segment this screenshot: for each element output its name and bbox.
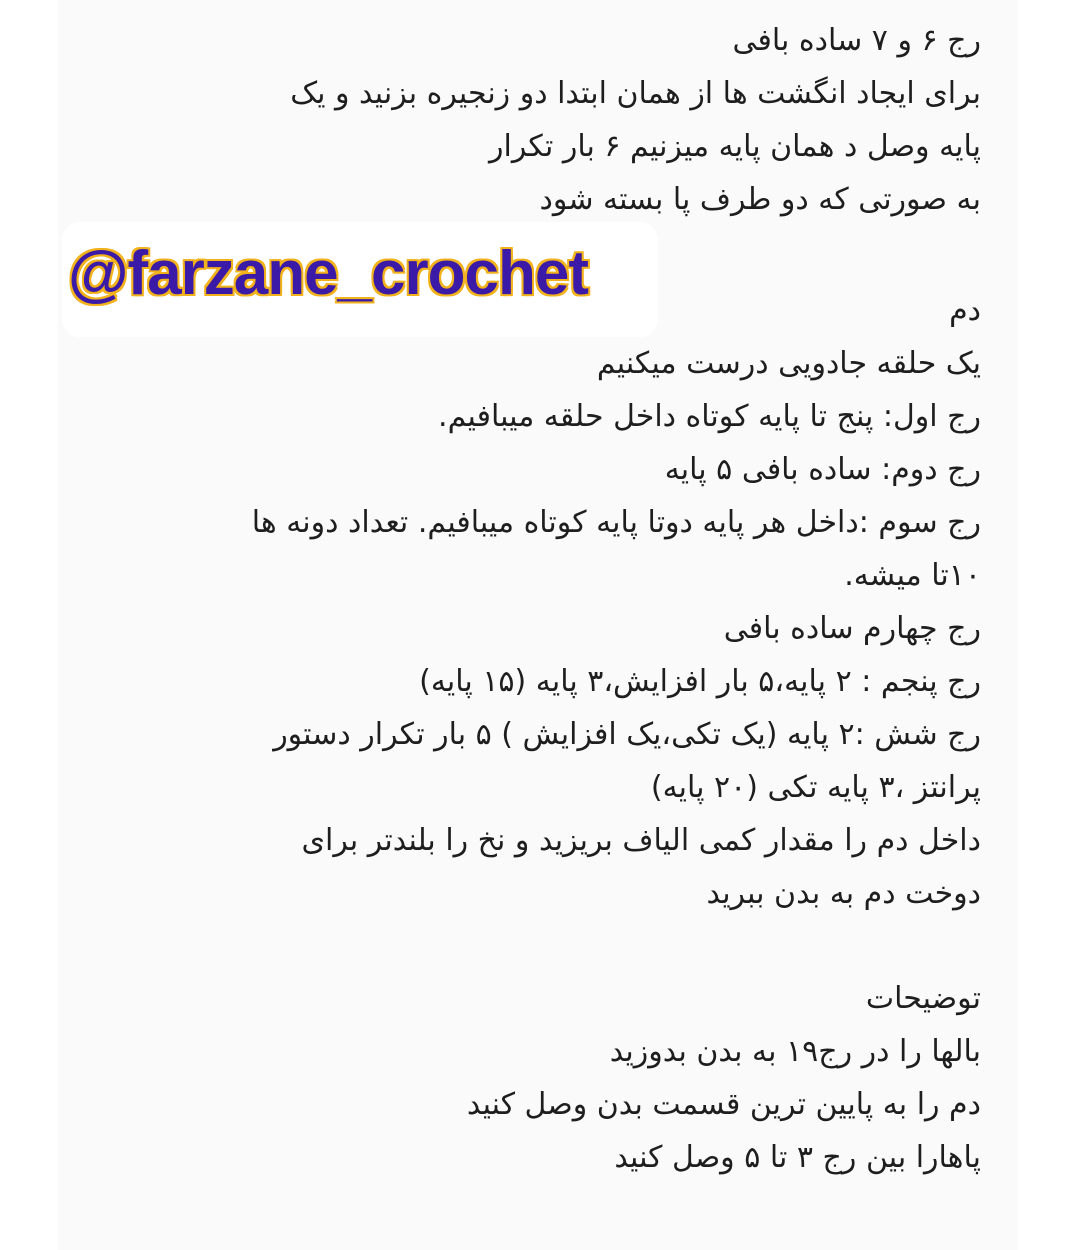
instruction-line: رج دوم: ساده بافی ۵ پایه: [664, 452, 981, 487]
instruction-line: برای ایجاد انگشت ها از همان ابتدا دو زنجیره بزنید و یک: [290, 76, 981, 111]
instruction-line: پاهارا بین رج ۳ تا ۵ وصل کنید: [614, 1140, 981, 1175]
instruction-line: رج شش :۲ پایه (یک تکی،یک افزایش ) ۵ بار تکرار دستور: [273, 717, 981, 752]
section-notes: [467, 972, 981, 1184]
instruction-line: داخل دم را مقدار کمی الیاف بریزید و نخ را بلندتر برای: [301, 823, 981, 858]
section-title: توضیحات: [865, 981, 981, 1016]
instruction-line: رج چهارم ساده بافی: [723, 611, 981, 646]
instruction-line: ۱۰تا میشه.: [844, 558, 981, 593]
instruction-line: بالها را در رج۱۹ به بدن بدوزید: [609, 1034, 981, 1069]
instruction-line: رج ۶ و ۷ ساده بافی: [732, 23, 981, 58]
instruction-line: رج اول: پنج تا پایه کوتاه داخل حلقه میبافیم.: [438, 399, 981, 434]
instruction-line: دم را به پایین ترین قسمت بدن وصل کنید: [466, 1087, 981, 1122]
instruction-line: دوخت دم به بدن ببرید: [706, 876, 981, 911]
section-tail: [252, 284, 981, 920]
instruction-line: رج پنجم : ۲ پایه،۵ بار افزایش،۳ پایه (۱۵ پایه): [419, 664, 981, 699]
instruction-line: پرانتز ،۳ پایه تکی (۲۰ پایه): [650, 770, 981, 805]
instruction-line: پایه وصل د همان پایه میزنیم ۶ بار تکرار: [489, 129, 981, 164]
instruction-line: یک حلقه جادویی درست میکنیم: [596, 346, 981, 381]
section-title: دم: [949, 293, 981, 328]
section-fingers: [290, 14, 981, 226]
instruction-line: رج سوم :داخل هر پایه دوتا پایه کوتاه میبافیم. تعداد دونه ها: [251, 505, 981, 540]
instruction-line: به صورتی که دو طرف پا بسته شود: [539, 182, 981, 217]
watermark-handle: @farzane_crochet: [68, 239, 588, 308]
